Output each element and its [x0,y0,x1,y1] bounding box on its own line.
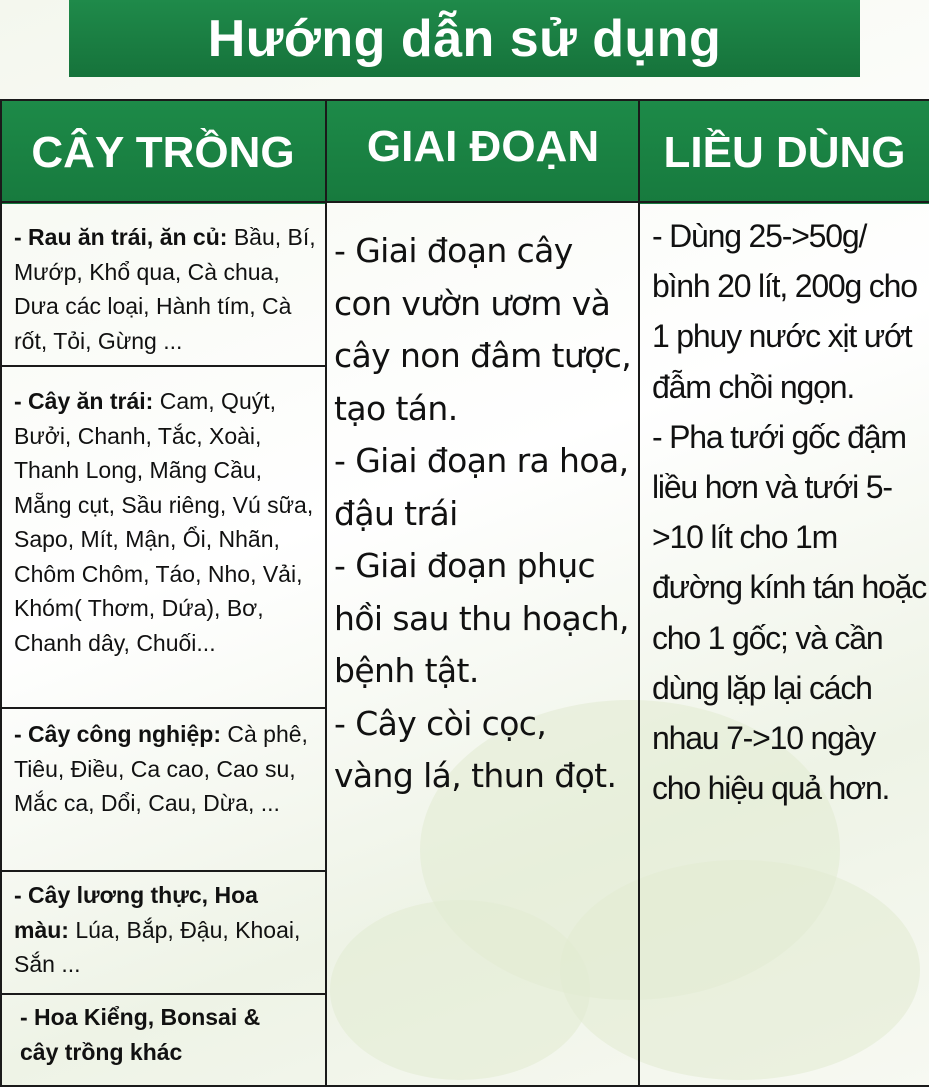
crop-category-label: - Hoa Kiểng, Bonsai & cây trồng khác [20,1004,261,1065]
row-divider [0,707,326,709]
row-divider [0,870,326,872]
stage-item: - Giai đoạn ra hoa, đậu trái [334,441,629,533]
stage-item: - Giai đoạn cây con vườn ươm và cây non đâm tược, tạo tán. [334,231,632,428]
dosage-item: - Dùng 25->50g/ bình 20 lít, 200g cho 1 phuy nước xịt ướt đẫm chồi ngọn. [652,218,917,405]
usage-table [0,99,929,1087]
crop-row [2,384,324,660]
row-divider [0,365,326,367]
crop-category-label: - Cây lương thực, Hoa màu: [14,882,258,943]
crop-category-label: - Rau ăn trái, ăn củ: [14,224,228,250]
stage-text [334,225,634,803]
row-divider [0,993,326,995]
crop-row [2,878,324,982]
crop-category-label: - Cây công nghiệp: [14,721,221,747]
dosage-text [652,211,929,813]
table-border-col1 [325,99,327,1087]
crop-row [2,717,324,821]
header-divider [0,201,929,203]
title-banner [69,0,860,77]
crop-list: Bầu, Bí, Mướp, Khổ qua, Cà chua, Dưa các loại, Hành tím, Cà rốt, Tỏi, Gừng ... [14,224,316,354]
crop-row [2,220,324,358]
crop-list: Cà phê, Tiêu, Điều, Ca cao, Cao su, Mắc ca, Dổi, Cau, Dừa, ... [14,721,308,816]
table-border-col2 [638,99,640,1087]
page-title: Hướng dẫn sử dụng [207,9,722,68]
crop-list: Lúa, Bắp, Đậu, Khoai, Sắn ... [14,916,301,977]
stage-item: - Cây còi cọc, vàng lá, thun đọt. [334,703,617,795]
crop-list: Cam, Quýt, Bưởi, Chanh, Tắc, Xoài, Thanh Long, Mãng Cầu, Mẵng cụt, Sầu riêng, Vú sữa, Sapo, Mít, Mận, Ổi, Nhãn, Chôm Chôm, Táo, Nho, Vải, Khóm( Thơm, Dứa), Bơ, Chanh dây, Chuối... [14,388,314,656]
header-dosage: LIỀU DÙNG [640,99,929,204]
crop-category-label: - Cây ăn trái: [14,388,154,414]
header-crops: CÂY TRỒNG [0,99,326,204]
header-stage: GIAI ĐOẠN [327,99,639,202]
crop-row [2,1000,324,1069]
dosage-item: - Pha tưới gốc đậm liều hơn và tưới 5->10 lít cho 1m đường kính tán hoặc cho 1 gốc; và cần dùng lặp lại cách nhau 7->10 ngày cho hiệu quả hơn. [652,418,927,807]
stage-item: - Giai đoạn phục hồi sau thu hoạch, bệnh tật. [334,546,629,690]
